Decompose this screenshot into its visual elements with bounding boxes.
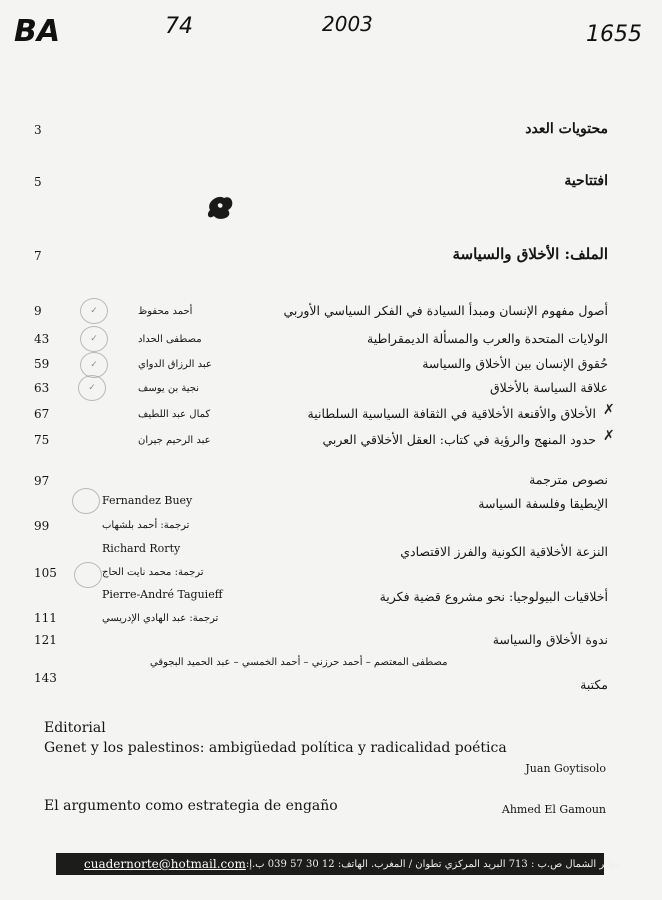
translation-translator: ترجمة: عبد الهادي الإدريسي [102, 613, 219, 624]
translation-author: Fernandez Buey [102, 494, 193, 507]
dossier-page: 7 [34, 249, 42, 263]
check-mark-icon: ✗ [603, 428, 615, 444]
stamp-icon [72, 488, 100, 514]
spanish-editorial-label: Editorial [44, 720, 106, 736]
footer-address: دفاتر الشمال ص.ب : 713 البريد المركزي تطوان / المغرب. الهاتف: 12 30 57 039 ب.إ: [245, 858, 620, 870]
translation-author: Richard Rorty [102, 542, 181, 555]
symposium-participants: مصطفى المعتصم – أحمد حرزني – أحمد الخمسي – عبد الحميد البجوقي [150, 657, 448, 668]
footer-email-link[interactable]: cuadernorte@hotmail.com [84, 857, 246, 871]
translation-translator: ترجمة: أحمد بلشهاب [102, 520, 190, 531]
article-page: 63 [34, 381, 50, 395]
stamp-icon: ✓ [80, 352, 108, 378]
library-label: مكتبة [580, 677, 608, 692]
stamp-icon [74, 562, 102, 588]
translations-page: 97 [34, 474, 50, 488]
article-title: أصول مفهوم الإنسان ومبدأ السيادة في الفكر السياسي الأوربي [283, 303, 608, 318]
symposium-page: 121 [34, 633, 57, 647]
editorial-label: افتتاحية [564, 173, 608, 189]
library-page: 143 [34, 671, 57, 685]
check-mark-icon: ✗ [603, 402, 615, 418]
dossier-title: الملف: الأخلاق والسياسة [452, 245, 608, 263]
handwritten-year: 2003 [322, 12, 373, 36]
translation-title: الإيطيقا وفلسفة السياسة [478, 496, 608, 511]
article-author: كمال عبد اللطيف [138, 409, 211, 420]
translation-title: أخلاقيات البيولوجيا: نحو مشروع قضية فكرية [379, 589, 608, 604]
article-author: عبد الرزاق الدواي [138, 359, 212, 370]
editorial-page: 5 [34, 175, 42, 189]
toc-title: محتويات العدد [525, 121, 608, 137]
article-page: 9 [34, 304, 42, 318]
article-title: الولايات المتحدة والعرب والمسألة الديمقراطية [367, 331, 608, 346]
translation-page: 111 [34, 611, 57, 625]
stamp-icon: ✓ [80, 298, 108, 324]
handwritten-number: 74 [165, 14, 193, 39]
article-page: 75 [34, 433, 50, 447]
translation-page: 105 [34, 566, 57, 580]
article-author: عبد الرحيم جيران [138, 435, 211, 446]
translation-title: النزعة الأخلاقية الكونية والفرز الاقتصادي [400, 544, 608, 559]
spanish-article-author: Ahmed El Gamoun [501, 803, 606, 816]
stamp-icon: ✓ [78, 375, 106, 401]
article-author: أحمد محفوظ [138, 306, 193, 317]
article-title: الأخلاق والأقنعة الأخلاقية في الثقافة السياسية السلطانية [307, 406, 596, 421]
article-title: حدود المنهج والرؤية في كتاب: العقل الأخلاقي العربي [322, 432, 596, 447]
stamp-icon: ✓ [80, 326, 108, 352]
article-author: نجية بن يوسف [138, 383, 200, 394]
article-title: حُقوق الإنسان بين الأخلاق والسياسة [422, 356, 608, 371]
translation-author: Pierre-André Taguieff [102, 588, 223, 601]
spanish-article-title: El argumento como estrategia de engaño [44, 798, 338, 814]
translation-page: 99 [34, 519, 50, 533]
article-page: 59 [34, 357, 50, 371]
ink-blot-icon [204, 192, 238, 222]
spanish-article-title: Genet y los palestinos: ambigüedad política y radicalidad poética [44, 740, 507, 756]
handwritten-ref: 1655 [586, 22, 642, 47]
translations-label: نصوص مترجمة [529, 472, 608, 487]
article-author: مصطفى الحداد [138, 334, 202, 345]
footer-bar [56, 853, 620, 875]
article-title: علاقة السياسة بالأخلاق [489, 380, 608, 395]
handwritten-code: BA [14, 14, 61, 49]
spanish-article-author: Juan Goytisolo [525, 762, 606, 775]
translation-translator: ترجمة: محمد نايت الحاج [102, 567, 204, 578]
toc-title-page: 3 [34, 123, 42, 137]
article-page: 67 [34, 407, 50, 421]
article-page: 43 [34, 332, 50, 346]
symposium-label: ندوة الأخلاق والسياسة [492, 632, 608, 647]
